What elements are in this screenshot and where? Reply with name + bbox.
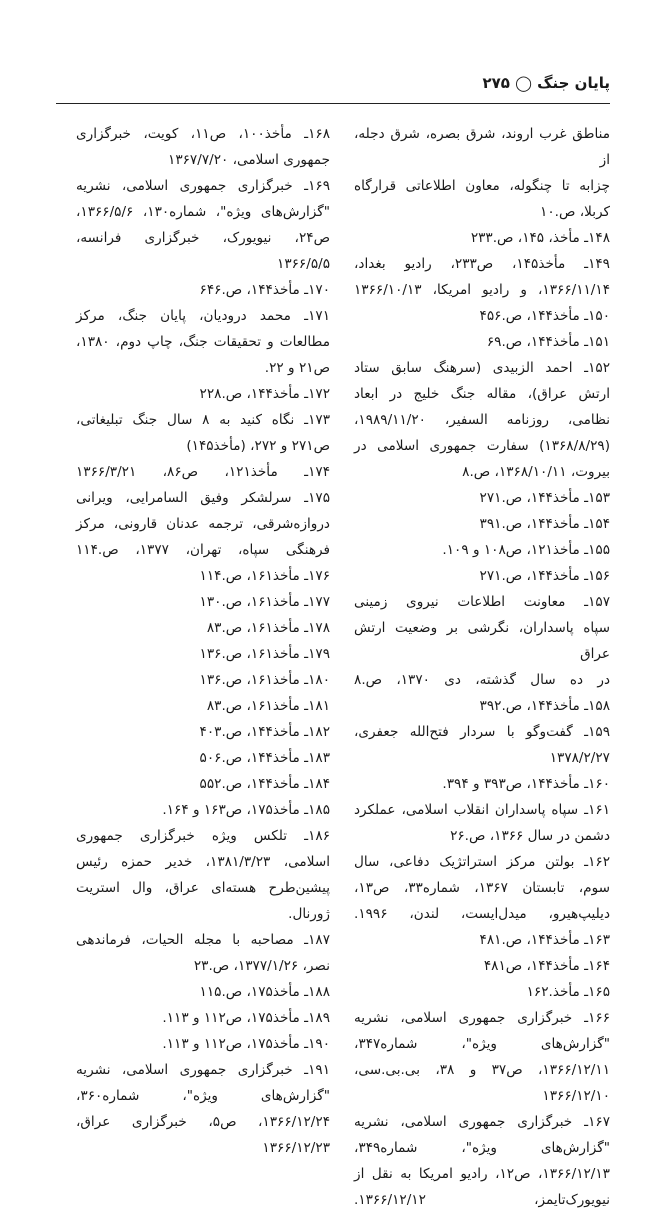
endnote-line: نظامی، روزنامه السفیر، ۱۹۸۹/۱۱/۲۰، xyxy=(354,412,610,428)
page-header xyxy=(56,74,610,96)
endnote-line: سپاه پاسداران، نگرشی بر وضعیت ارتش عراق xyxy=(354,620,610,662)
endnote-line: ۱۸۵ـ مأخذ۱۷۵، ص۱۶۳ و ۱۶۴. xyxy=(162,802,330,818)
endnote-line: ۱۵۴ـ مأخذ۱۴۴، ص.۳۹۱ xyxy=(479,516,610,532)
running-header: پایان جنگ ◯ ۲۷۵ xyxy=(482,74,610,92)
endnote-line: ۱۵۳ـ مأخذ۱۴۴، ص.۲۷۱ xyxy=(479,490,610,506)
endnote-line: ۱۸۹ـ مأخذ۱۷۵، ص۱۱۲ و ۱۱۳. xyxy=(162,1010,330,1026)
endnote-line: ۱۸۲ـ مأخذ۱۴۴، ص.۴۰۳ xyxy=(199,724,330,740)
endnote-line: "گزارش‌های ویژه"، شماره۳۶۰، xyxy=(76,1088,330,1104)
endnote-line: ۱۷۰ـ مأخذ۱۴۴، ص.۶۴۶ xyxy=(199,282,330,298)
endnote-line: "گزارش‌های ویژه"، شماره۱۳۰، ۱۳۶۶/۵/۶، xyxy=(76,204,330,220)
endnote-line: ۱۸۰ـ مأخذ۱۶۱، ص.۱۳۶ xyxy=(199,672,330,688)
endnote-line: نیویورک‌تایمز، ۱۳۶۶/۱۲/۱۲. xyxy=(354,1192,610,1208)
endnote-line: ص۲۴، نیویورک، خبرگزاری فرانسه، xyxy=(76,230,330,246)
endnote-line: ۱۸۴ـ مأخذ۱۴۴، ص.۵۵۲ xyxy=(199,776,330,792)
endnote-line: "گزارش‌های ویژه"، شماره۳۴۹، xyxy=(354,1140,610,1156)
endnote-line: ۱۷۱ـ محمد درودیان، پایان جنگ، مرکز xyxy=(76,308,330,324)
endnote-line: ص۲۷۱ و ۲۷۲، (مأخذ۱۴۵) xyxy=(186,438,330,454)
endnote-line: جمهوری اسلامی، ۱۳۶۷/۷/۲۰ xyxy=(168,152,330,168)
endnote-line: ۱۳۶۶/۱۱/۱۴، و رادیو امریکا، ۱۳۶۶/۱۰/۱۳ xyxy=(354,282,610,298)
endnote-line: ۱۸۱ـ مأخذ۱۶۱، ص.۸۳ xyxy=(206,698,330,714)
endnote-line: ۱۵۱ـ مأخذ۱۴۴، ص.۶۹ xyxy=(486,334,610,350)
endnote-line: ۱۵۹ـ گفت‌وگو با سردار فتح‌الله جعفری، xyxy=(354,724,610,740)
endnote-line: مناطق غرب اروند، شرق بصره، شرق دجله، از xyxy=(354,126,610,168)
endnote-line: دروازه‌شرقی، ترجمه عدنان قارونی، مرکز xyxy=(76,516,330,532)
endnote-line: "گزارش‌های ویژه"، شماره۳۴۷، xyxy=(354,1036,610,1052)
endnote-line: ۱۳۷۸/۲/۲۷ xyxy=(549,750,610,766)
endnote-line: مطالعات و تحقیقات جنگ، چاپ دوم، ۱۳۸۰، xyxy=(76,334,330,350)
endnote-line: ۱۳۶۶/۱۲/۲۴، ص۵، خبرگزاری عراق، xyxy=(76,1114,330,1130)
endnote-line: ۱۳۶۶/۱۲/۱۱، ص۳۷ و ۳۸، بی.بی.سی، xyxy=(354,1062,610,1078)
notes-column-right xyxy=(354,121,610,1213)
endnote-line: ۱۶۵ـ مأخذ.۱۶۲ xyxy=(526,984,610,1000)
endnote-line: ۱۹۰ـ مأخذ۱۷۵، ص۱۱۲ و ۱۱۳. xyxy=(162,1036,330,1052)
endnote-line: ۱۷۴ـ مأخذ۱۲۱، ص۸۶، ۱۳۶۶/۳/۲۱ xyxy=(76,464,330,480)
endnote-line: ۱۶۸ـ مأخذ۱۰۰، ص۱۱، کویت، خبرگزاری xyxy=(76,126,330,142)
endnote-line: ۱۳۶۶/۱۲/۲۳ xyxy=(262,1140,330,1156)
endnote-line: ۱۶۱ـ سپاه پاسداران انقلاب اسلامی، عملکرد xyxy=(354,802,610,818)
endnote-line: ۱۵۲ـ احمد الزبیدی (سرهنگ سابق ستاد xyxy=(354,360,610,376)
endnote-line: سوم، تابستان ۱۳۶۷، شماره۳۳، ص۱۳، xyxy=(354,880,610,896)
endnote-line: ۱۳۶۶/۵/۵ xyxy=(277,256,330,272)
endnote-line: ۱۷۷ـ مأخذ۱۶۱، ص.۱۳۰ xyxy=(199,594,330,610)
endnote-line: ۱۷۲ـ مأخذ۱۴۴، ص.۲۲۸ xyxy=(199,386,330,402)
endnote-line: ۱۳۶۶/۱۲/۱۰ xyxy=(542,1088,610,1104)
endnote-line: کربلا، ص.۱۰ xyxy=(540,204,610,220)
endnote-line: ۱۹۱ـ خبرگزاری جمهوری اسلامی، نشریه xyxy=(76,1062,330,1078)
endnote-line: ۱۶۳ـ مأخذ۱۴۴، ص.۴۸۱ xyxy=(479,932,610,948)
endnote-line: ۱۶۶ـ خبرگزاری جمهوری اسلامی، نشریه xyxy=(354,1010,610,1026)
endnote-line: ۱۷۸ـ مأخذ۱۶۱، ص.۸۳ xyxy=(206,620,330,636)
endnote-line: ارتش عراق)، مقاله جنگ خلیج در ابعاد xyxy=(354,386,610,402)
endnote-line: ۱۴۹ـ مأخذ۱۴۵، ص۲۳۳، رادیو بغداد، xyxy=(354,256,610,272)
endnote-line: ۱۵۸ـ مأخذ۱۴۴، ص.۳۹۲ xyxy=(479,698,610,714)
endnote-line: ۱۷۳ـ نگاه کنید به ۸ سال جنگ تبلیغاتی، xyxy=(76,412,330,428)
endnote-line: ۱۷۹ـ مأخذ۱۶۱، ص.۱۳۶ xyxy=(199,646,330,662)
endnote-line: ۱۴۸ـ مأخذ، ۱۴۵، ص.۲۳۳ xyxy=(470,230,610,246)
endnote-line: ص۲۱ و ۲۲. xyxy=(264,360,330,376)
endnote-line: ۱۶۰ـ مأخذ۱۴۴، ص۳۹۳ و ۳۹۴. xyxy=(442,776,610,792)
endnote-line: پیشین‌طرح هسته‌ای عراق، وال استریت xyxy=(76,880,330,896)
endnote-line: اسلامی، ۱۳۸۱/۳/۲۳، خدیر حمزه رئیس xyxy=(76,854,330,870)
endnote-line: ژورنال. xyxy=(288,906,330,922)
endnote-line: چزابه تا چنگوله، معاون اطلاعاتی قرارگاه xyxy=(354,178,610,194)
endnote-line: ۱۵۶ـ مأخذ۱۴۴، ص.۲۷۱ xyxy=(479,568,610,584)
endnote-line: ۱۵۰ـ مأخذ۱۴۴، ص.۴۵۶ xyxy=(479,308,610,324)
endnote-line: ۱۷۶ـ مأخذ۱۶۱، ص.۱۱۴ xyxy=(199,568,330,584)
header-rule xyxy=(56,103,610,104)
endnote-line: ۱۵۷ـ معاونت اطلاعات نیروی زمینی xyxy=(354,594,610,610)
endnote-line: دیلیپ‌هیرو، میدل‌ایست، لندن، ۱۹۹۶. xyxy=(354,906,610,922)
endnote-line: ۱۸۶ـ تلکس ویژه خبرگزاری جمهوری xyxy=(76,828,330,844)
endnote-line: (۱۳۶۸/۸/۲۹) سفارت جمهوری اسلامی در xyxy=(354,438,610,454)
endnote-line: ۱۷۵ـ سرلشکر وفیق السامرایی، ویرانی xyxy=(76,490,330,506)
endnote-line: ۱۶۷ـ خبرگزاری جمهوری اسلامی، نشریه xyxy=(354,1114,610,1130)
endnote-line: دشمن در سال ۱۳۶۶، ص.۲۶ xyxy=(450,828,610,844)
endnote-line: ۱۸۳ـ مأخذ۱۴۴، ص.۵۰۶ xyxy=(199,750,330,766)
endnote-line: ۱۶۴ـ مأخذ۱۴۴، ص۴۸۱ xyxy=(483,958,610,974)
endnote-line: در ده سال گذشته، دی ۱۳۷۰، ص.۸ xyxy=(354,672,610,688)
endnote-line: ۱۸۷ـ مصاحبه با مجله الحیات، فرماندهی xyxy=(76,932,330,948)
endnote-line: نصر، ۱۳۷۷/۱/۲۶، ص.۲۳ xyxy=(193,958,330,974)
endnote-line: ۱۸۸ـ مأخذ۱۷۵، ص.۱۱۵ xyxy=(199,984,330,1000)
endnote-line: فرهنگی سپاه، تهران، ۱۳۷۷، ص.۱۱۴ xyxy=(76,542,330,558)
notes-column-left xyxy=(76,121,330,1161)
endnote-line: ۱۶۹ـ خبرگزاری جمهوری اسلامی، نشریه xyxy=(76,178,330,194)
endnote-line: بیروت، ۱۳۶۸/۱۰/۱۱، ص.۸ xyxy=(462,464,610,480)
endnote-line: ۱۶۲ـ بولتن مرکز استراتژیک دفاعی، سال xyxy=(354,854,610,870)
endnote-line: ۱۵۵ـ مأخذ۱۲۱، ص۱۰۸ و ۱۰۹. xyxy=(442,542,610,558)
endnote-line: ۱۳۶۶/۱۲/۱۳، ص۱۲، رادیو امریکا به نقل از xyxy=(354,1166,610,1182)
